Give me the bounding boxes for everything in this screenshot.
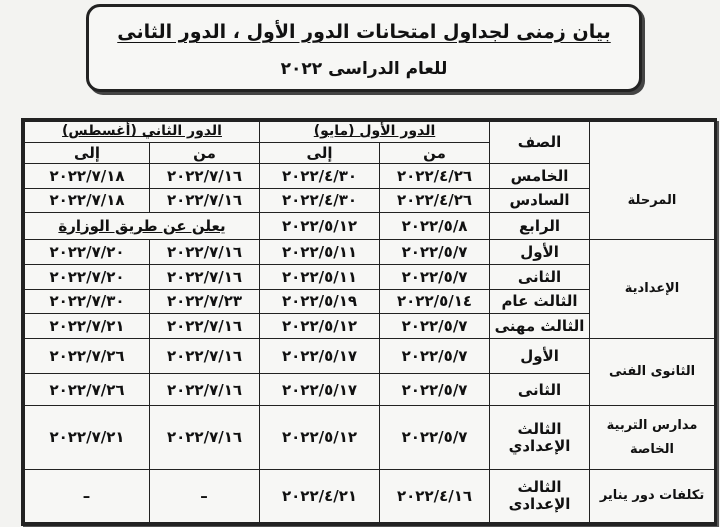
stage-technical-secondary: الثانوى الفنى bbox=[590, 339, 715, 406]
round1-to-header: إلى bbox=[260, 143, 380, 164]
grade-cell: السادس bbox=[490, 188, 590, 212]
table-row bbox=[25, 406, 715, 470]
round2-to-header: إلى bbox=[25, 143, 150, 164]
date-cell: ٢٠٢٢/٧/١٦ bbox=[150, 239, 260, 264]
date-cell: ٢٠٢٢/٧/٢١ bbox=[25, 406, 150, 470]
date-cell: ٢٠٢٢/٧/٢٦ bbox=[25, 374, 150, 406]
table-row bbox=[25, 239, 715, 264]
date-cell: ٢٠٢٢/٥/١٢ bbox=[260, 406, 380, 470]
stage-january-assignments: تكلفات دور يناير bbox=[590, 469, 715, 522]
date-cell: ٢٠٢٢/٧/١٦ bbox=[150, 339, 260, 374]
date-cell: ٢٠٢٢/٧/٢٠ bbox=[25, 265, 150, 289]
date-cell: ٢٠٢٢/٥/١٧ bbox=[260, 339, 380, 374]
date-cell: ٢٠٢٢/٥/٧ bbox=[380, 239, 490, 264]
date-cell: ٢٠٢٢/٥/١٢ bbox=[260, 213, 380, 240]
table-row bbox=[25, 469, 715, 522]
date-cell: ٢٠٢٢/٧/١٦ bbox=[150, 374, 260, 406]
date-cell: ٢٠٢٢/٧/٢١ bbox=[25, 313, 150, 338]
grade-cell: الثانى bbox=[490, 374, 590, 406]
stage-special-education: مدارس التربية الخاصة bbox=[590, 406, 715, 470]
round2-from-header: من bbox=[150, 143, 260, 164]
date-cell: ٢٠٢٢/٧/٢٦ bbox=[25, 339, 150, 374]
stage-prep: الإعدادية bbox=[590, 239, 715, 339]
date-cell: ٢٠٢٢/٥/١٢ bbox=[260, 313, 380, 338]
round1-header: الدور الأول (مايو) bbox=[260, 122, 490, 143]
date-cell: ٢٠٢٢/٥/٨ bbox=[380, 213, 490, 240]
table-row bbox=[25, 164, 715, 188]
date-cell: ٢٠٢٢/٥/٧ bbox=[380, 406, 490, 470]
stage-header-blank bbox=[590, 122, 715, 164]
date-cell: ٢٠٢٢/٥/١١ bbox=[260, 239, 380, 264]
stage-primary: المرحلة bbox=[590, 164, 715, 239]
grade-cell: الثالث عام bbox=[490, 289, 590, 313]
date-cell: ٢٠٢٢/٤/٢١ bbox=[260, 469, 380, 522]
date-cell: ٢٠٢٢/٤/٣٠ bbox=[260, 164, 380, 188]
round2-header: الدور الثاني (أغسطس) bbox=[25, 122, 260, 143]
ministry-note: يعلن عن طريق الوزارة bbox=[25, 213, 260, 240]
document-title: بيان زمنى لجداول امتحانات الدور الأول ، الدور الثانى bbox=[117, 21, 611, 43]
date-cell: ٢٠٢٢/٥/٧ bbox=[380, 265, 490, 289]
date-cell: ٢٠٢٢/٥/١٤ bbox=[380, 289, 490, 313]
date-cell: ٢٠٢٢/٧/٢٠ bbox=[25, 239, 150, 264]
date-cell: ٢٠٢٢/٤/٢٦ bbox=[380, 188, 490, 212]
date-cell: ٢٠٢٢/٧/١٦ bbox=[150, 406, 260, 470]
date-cell: ٢٠٢٢/٧/١٨ bbox=[25, 164, 150, 188]
date-cell: ٢٠٢٢/٥/١١ bbox=[260, 265, 380, 289]
date-cell: ٢٠٢٢/٧/١٨ bbox=[25, 188, 150, 212]
date-cell: ٢٠٢٢/٤/٣٠ bbox=[260, 188, 380, 212]
date-cell: ٢٠٢٢/٧/١٦ bbox=[150, 265, 260, 289]
date-cell: ٢٠٢٢/٧/١٦ bbox=[150, 164, 260, 188]
grade-cell: الأول bbox=[490, 339, 590, 374]
date-cell: ٢٠٢٢/٥/٧ bbox=[380, 313, 490, 338]
date-cell: ٢٠٢٢/٧/١٦ bbox=[150, 188, 260, 212]
date-cell: ٢٠٢٢/٤/١٦ bbox=[380, 469, 490, 522]
table-row bbox=[25, 339, 715, 374]
grade-cell: الثالث الإعدادى bbox=[490, 469, 590, 522]
date-cell: – bbox=[150, 469, 260, 522]
date-cell: ٢٠٢٢/٧/١٦ bbox=[150, 313, 260, 338]
date-cell: ٢٠٢٢/٥/٧ bbox=[380, 339, 490, 374]
document-subtitle: للعام الدراسى ٢٠٢٢ bbox=[280, 59, 448, 79]
date-cell: ٢٠٢٢/٥/١٩ bbox=[260, 289, 380, 313]
date-cell: ٢٠٢٢/٤/٢٦ bbox=[380, 164, 490, 188]
grade-cell: الرابع bbox=[490, 213, 590, 240]
date-cell: – bbox=[25, 469, 150, 522]
date-cell: ٢٠٢٢/٧/٣٠ bbox=[25, 289, 150, 313]
date-cell: ٢٠٢٢/٥/١٧ bbox=[260, 374, 380, 406]
date-cell: ٢٠٢٢/٧/٢٣ bbox=[150, 289, 260, 313]
grade-cell: الخامس bbox=[490, 164, 590, 188]
grade-cell: الثالث مهنى bbox=[490, 313, 590, 338]
grade-cell: الأول bbox=[490, 239, 590, 264]
grade-cell: الثالث الإعدادي bbox=[490, 406, 590, 470]
exam-schedule-table bbox=[21, 118, 717, 526]
title-box bbox=[86, 4, 642, 92]
date-cell: ٢٠٢٢/٥/٧ bbox=[380, 374, 490, 406]
grade-header: الصف bbox=[490, 122, 590, 164]
grade-cell: الثانى bbox=[490, 265, 590, 289]
round1-from-header: من bbox=[380, 143, 490, 164]
